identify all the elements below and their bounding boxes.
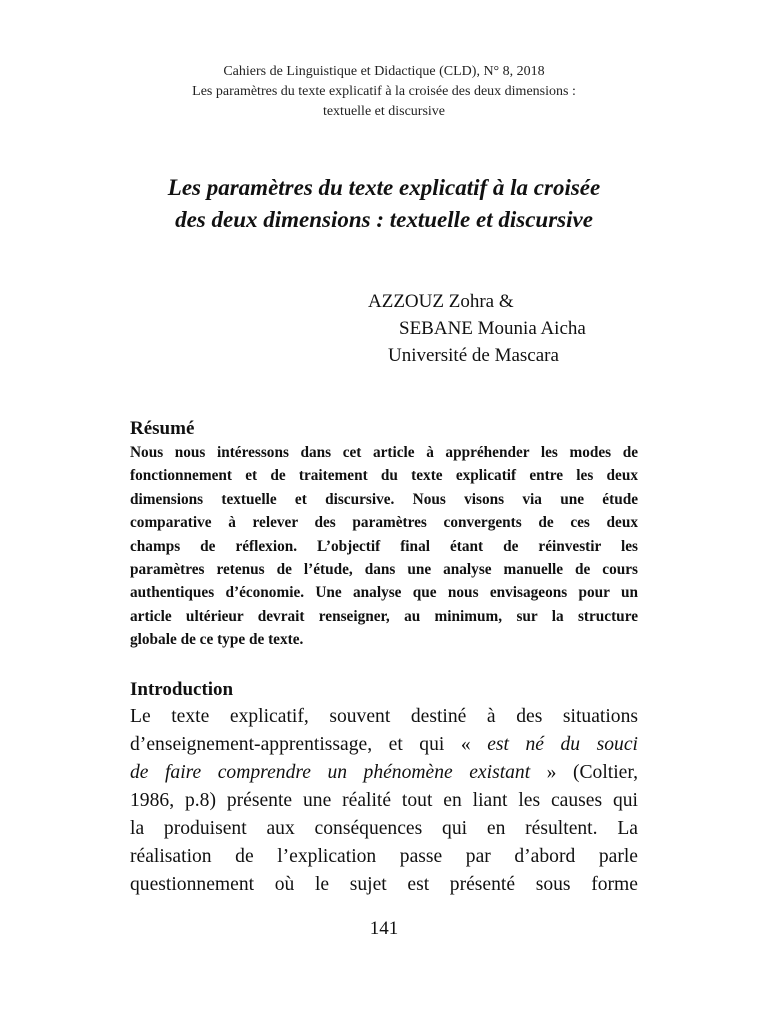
introduction-line: 1986, p.8) présente une réalité tout en liant les causes qui [130,790,638,811]
author-2: SEBANE Mounia Aicha [399,318,586,339]
article-title-line-2: des deux dimensions : textuelle et discursive [175,207,593,232]
author-affiliation: Université de Mascara [388,345,559,366]
introduction-line: réalisation de l’explication passe par d’abord parle [130,846,638,867]
introduction-line: Le texte explicatif, souvent destiné à des situations [130,706,638,727]
author-1: AZZOUZ Zohra & [368,291,514,312]
introduction-line [130,731,638,759]
abstract-line: dimensions textuelle et discursive. Nous visons via une étude [130,490,638,508]
page-number: 141 [369,918,399,939]
running-title-line-1: Les paramètres du texte explicatif à la croisée des deux dimensions : [192,84,576,99]
abstract-line: fonctionnement et de traitement du texte explicatif entre les deux [130,467,638,485]
abstract-line: Nous nous intéressons dans cet article à appréhender les modes de [130,444,638,461]
article-title-line-1: Les paramètres du texte explicatif à la croisée [167,175,601,200]
introduction-heading: Introduction [130,679,234,700]
abstract-body [130,441,638,652]
introduction-line [130,759,638,787]
running-title-line-2: textuelle et discursive [322,104,446,119]
abstract-line: article ultérieur devrait renseigner, au minimum, sur la structure [130,607,638,625]
abstract-line: comparative à relever des paramètres convergents de ces deux [130,514,638,532]
abstract-line: champs de réflexion. L’objectif final étant de réinvestir les [130,537,638,555]
introduction-text-segment: d’enseignement-apprentissage, et qui « [130,734,488,755]
journal-header: Cahiers de Linguistique et Didactique (CLD), N° 8, 2018 [223,64,545,79]
introduction-text-segment: » (Coltier, [530,762,639,783]
introduction-line: questionnement où le sujet est présenté sous forme [130,874,638,895]
introduction-body [130,703,638,899]
abstract-line: globale de ce type de texte. [130,631,304,649]
abstract-heading: Résumé [130,418,195,439]
introduction-line: la produisent aux conséquences qui en résultent. La [130,818,638,839]
quotation-italic: de faire comprendre un phénomène existant [130,762,531,783]
quotation-italic: est né du souci [487,734,638,755]
abstract-line: authentiques d’économie. Une analyse que nous envisageons pour un [130,584,638,602]
abstract-line: paramètres retenus de l’étude, dans une analyse manuelle de cours [130,560,638,578]
